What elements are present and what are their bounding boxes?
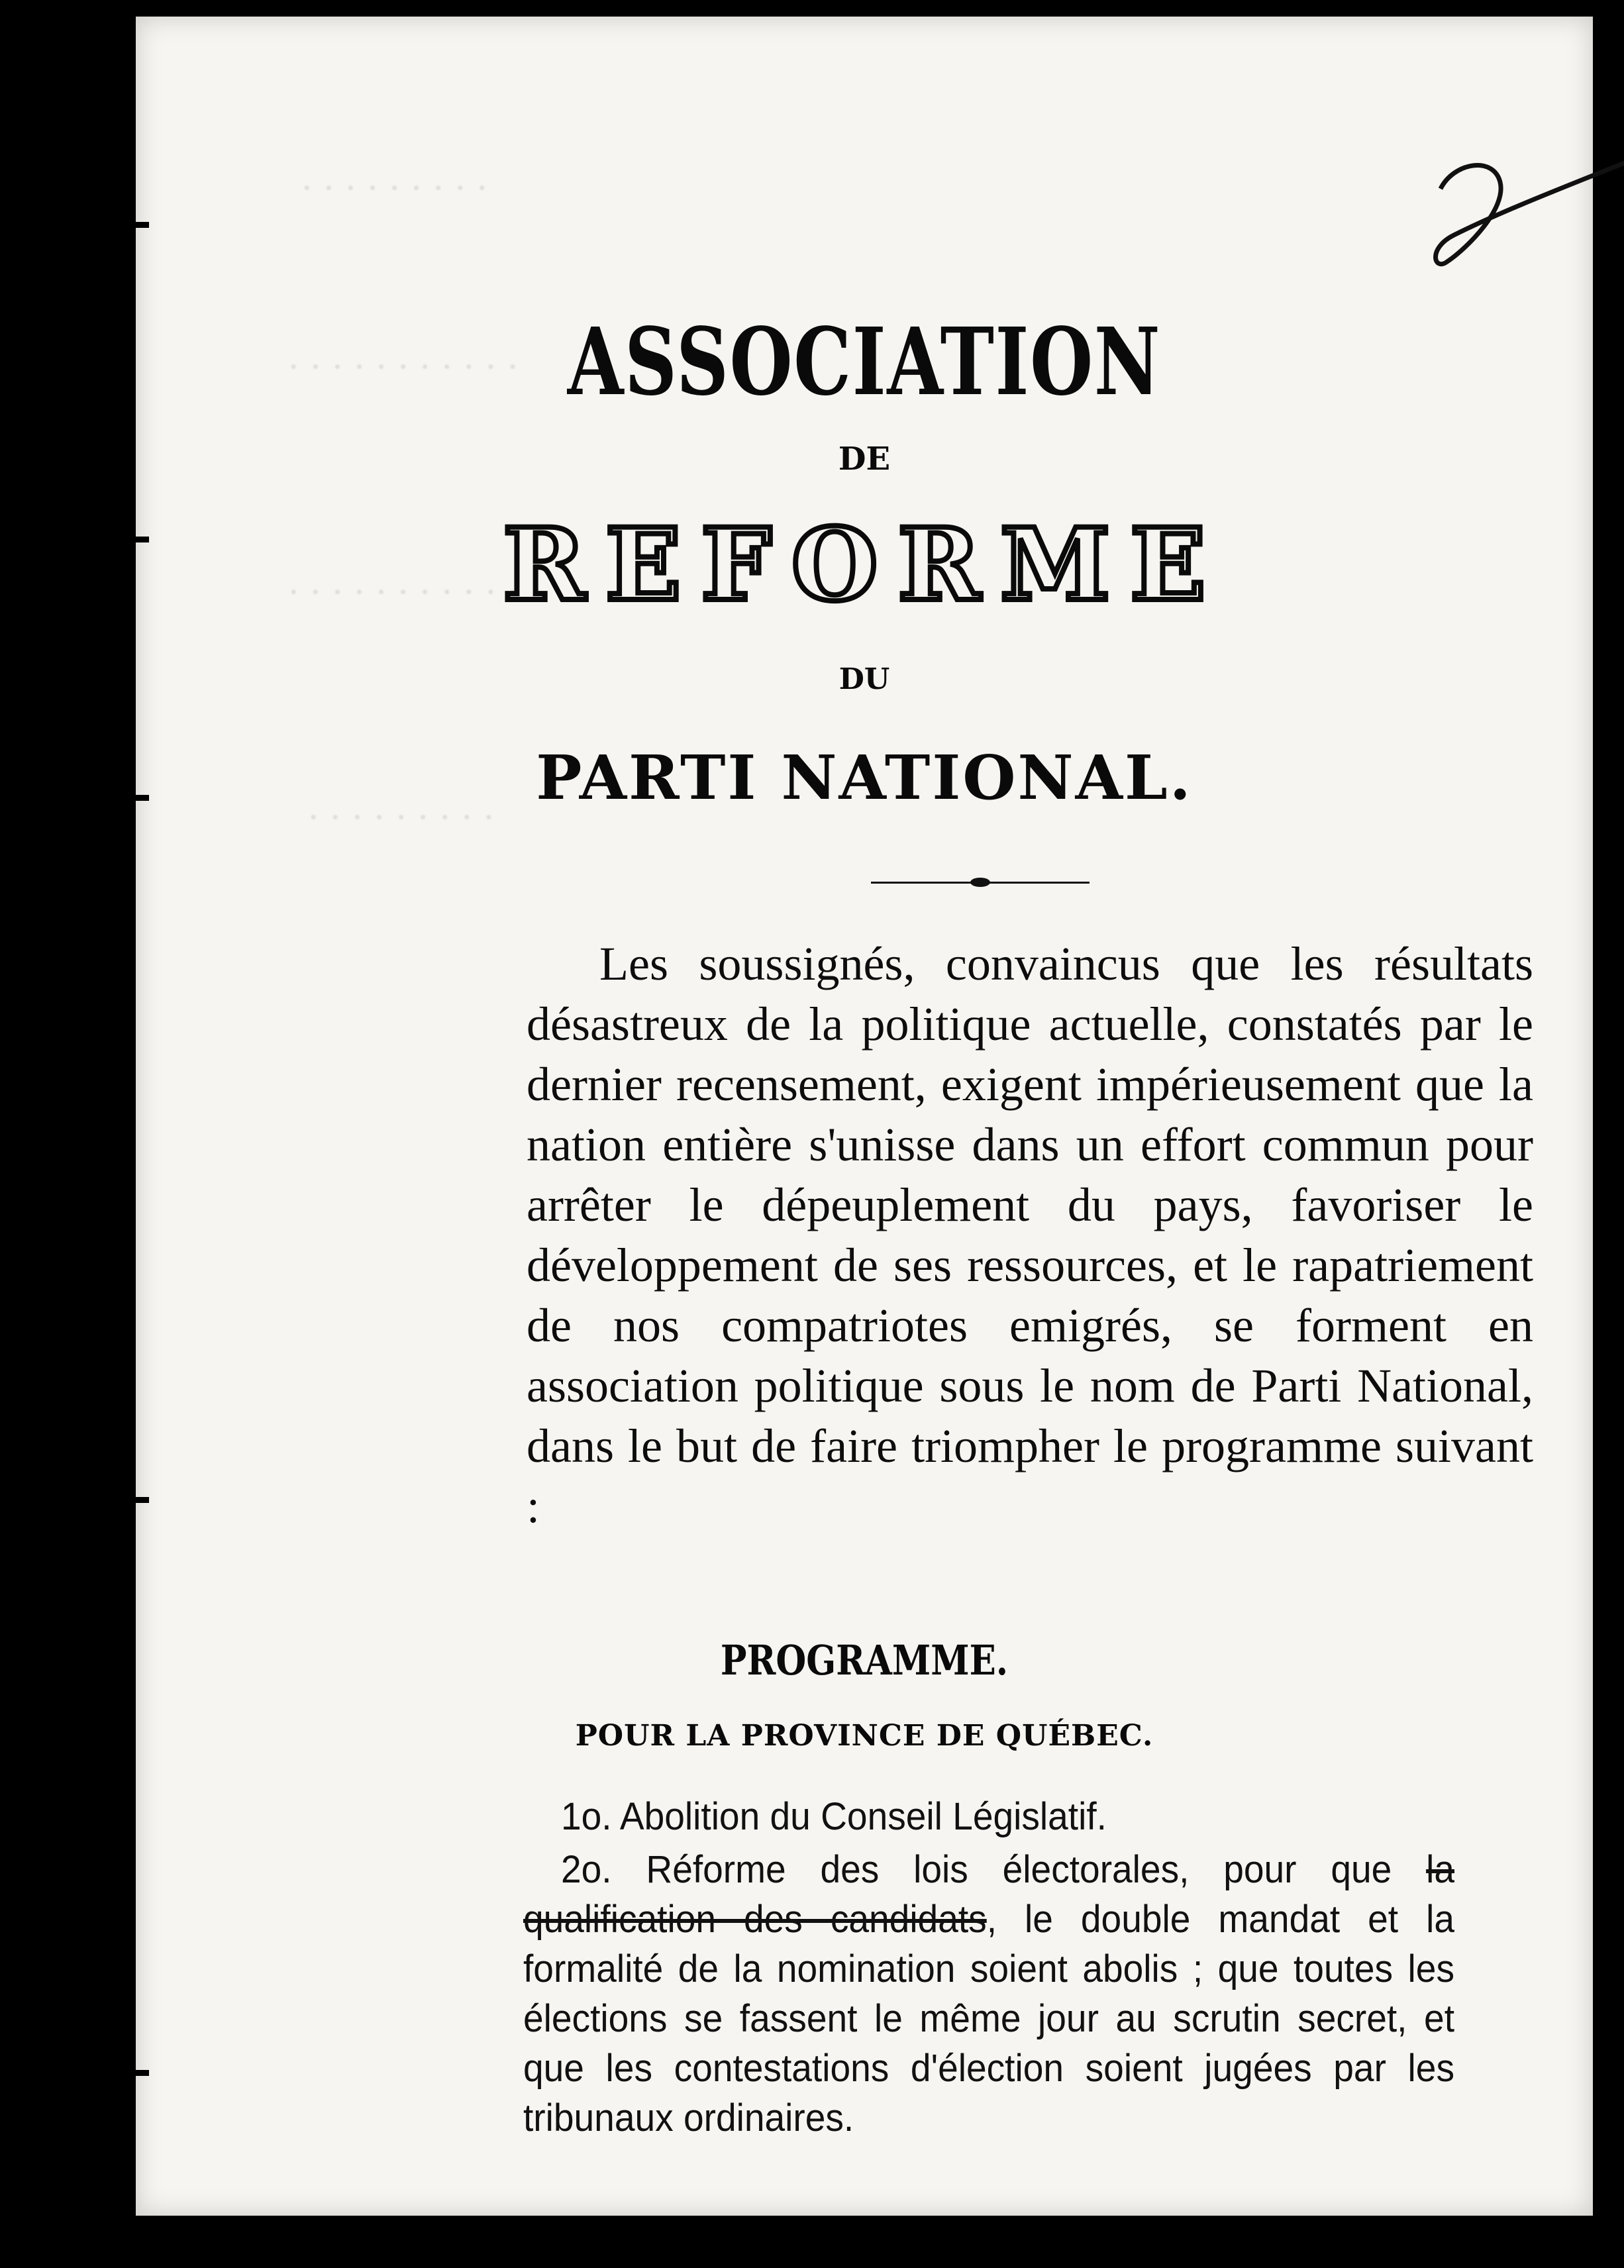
item-2-struck-text: la qualification des candidats <box>523 1848 1454 1941</box>
title-association: ASSOCIATION <box>567 308 1162 417</box>
programme-heading: PROGRAMME. <box>720 1636 1009 1684</box>
ornament-divider <box>871 878 1090 887</box>
item-2-start: 2o. Réforme des lois électorales, pour que <box>561 1848 1427 1891</box>
margin-tick <box>123 2070 149 2076</box>
programme-item-2 <box>523 1845 1454 2143</box>
bleed-through-text: · · · · · · · · · · · <box>288 573 519 613</box>
title-parti-national: PARTI NATIONAL. <box>536 742 1193 813</box>
divider-dot <box>970 878 990 887</box>
title-de: DE <box>838 440 891 478</box>
title-du: DU <box>838 662 890 696</box>
margin-tick <box>123 537 149 542</box>
programme-item-1: 1o. Abolition du Conseil Législatif. <box>561 1795 1107 1838</box>
handwritten-signature <box>1414 149 1624 282</box>
title-reforme: REFORME <box>503 507 1226 623</box>
bleed-through-text: · · · · · · · · · <box>301 169 487 209</box>
province-subheading: POUR LA PROVINCE DE QUÉBEC. <box>575 1719 1154 1753</box>
margin-tick <box>123 795 149 801</box>
margin-tick <box>123 1497 149 1503</box>
bleed-through-text: · · · · · · · · · <box>308 798 494 838</box>
preamble-paragraph: Les soussignés, convaincus que les résultats désastreux de la politique actuelle, constatés par le dernier recensement, exigent impérieusement que la nation entière s'unisse dans un effort commun pour arrêter le dépeuplement du pays, favoriser le développement de ses ressources, et le rapatriement de nos compatriotes emigrés, se forment en association politique sous le nom de Parti National, dans le but de faire triompher le programme suivant : <box>527 937 1533 1533</box>
item-2-end: , le double mandat et la formalité de la nomination soient abolis ; que toutes les élections se fassent le même jour au scrutin secret, et que les contestations d'élection soient jugées par les tribunaux ordinaires. <box>523 1898 1455 2139</box>
paper-sheet <box>136 17 1593 2216</box>
bleed-through-text: · · · · · · · · · · · <box>288 348 519 387</box>
margin-tick <box>123 222 149 228</box>
